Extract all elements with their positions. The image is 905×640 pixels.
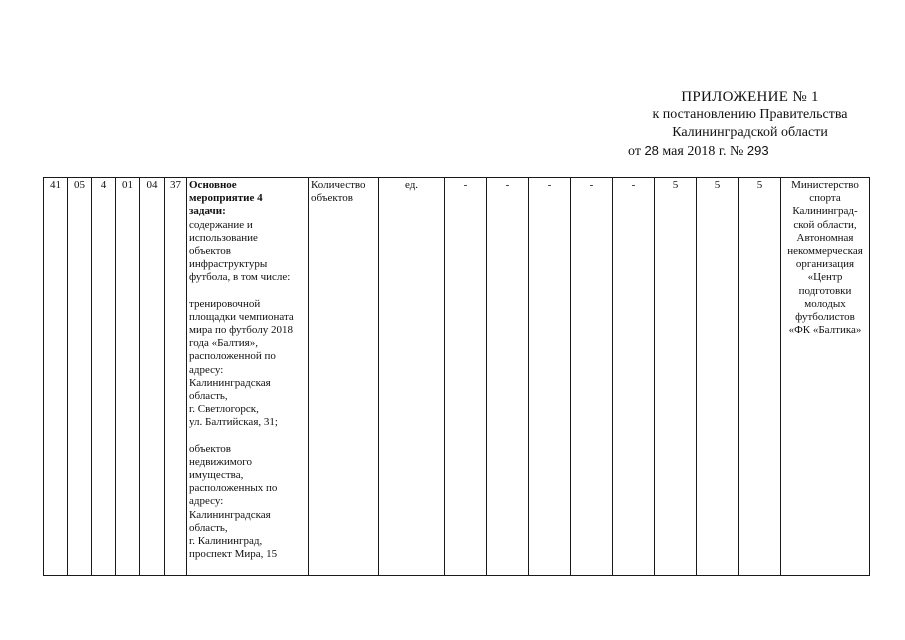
- unit-cell: ед.: [379, 178, 445, 576]
- responsible-cell: Министерство спорта Калининград- ской области, Автономная некоммерческая организация «Центр подготовки молодых футболистов «ФК «Балтика»: [781, 178, 870, 576]
- value-cell: -: [487, 178, 529, 576]
- value-cell: 5: [697, 178, 739, 576]
- document-header: [600, 88, 900, 161]
- decree-number: 293: [746, 143, 769, 158]
- event-item-training-ground: тренировочной площадки чемпионата мира по футболу 2018 года «Балтия», расположенной по адресу: Калининградская область, г. Светлогорск, ул. Балтийская, 31;: [189, 297, 294, 429]
- event-intro: содержание и использование объектов инфраструктуры футбола, в том числе:: [189, 218, 291, 284]
- appendix-title: ПРИЛОЖЕНИЕ № 1: [681, 89, 819, 105]
- event-description-cell: [187, 178, 309, 576]
- date-year: 2018 г. №: [687, 144, 744, 159]
- code-cell: 4: [92, 178, 116, 576]
- code-cell: 37: [165, 178, 187, 576]
- decree-date-line: [600, 142, 900, 161]
- code-cell: 04: [140, 178, 165, 576]
- program-table: [43, 177, 870, 576]
- value-cell: 5: [655, 178, 697, 576]
- code-cell: 05: [68, 178, 92, 576]
- event-item-real-estate: объектов недвижимого имущества, расположенных по адресу: Калининградская область, г. Калининград, проспект Мира, 15: [189, 442, 278, 561]
- value-cell: 5: [739, 178, 781, 576]
- value-cell: -: [529, 178, 571, 576]
- region-line: Калининградской области: [672, 125, 828, 140]
- decree-line: к постановлению Правительства: [652, 107, 848, 122]
- event-title: Основное мероприятие 4 задачи:: [189, 179, 263, 218]
- value-cell: -: [571, 178, 613, 576]
- code-cell: 01: [116, 178, 140, 576]
- value-cell: -: [445, 178, 487, 576]
- code-cell: 41: [44, 178, 68, 576]
- indicator-cell: Количество объектов: [309, 178, 379, 576]
- table-row: [44, 178, 870, 576]
- value-cell: -: [613, 178, 655, 576]
- date-day: 28: [644, 143, 659, 158]
- date-month: мая: [662, 144, 684, 159]
- date-prefix: от: [628, 144, 641, 159]
